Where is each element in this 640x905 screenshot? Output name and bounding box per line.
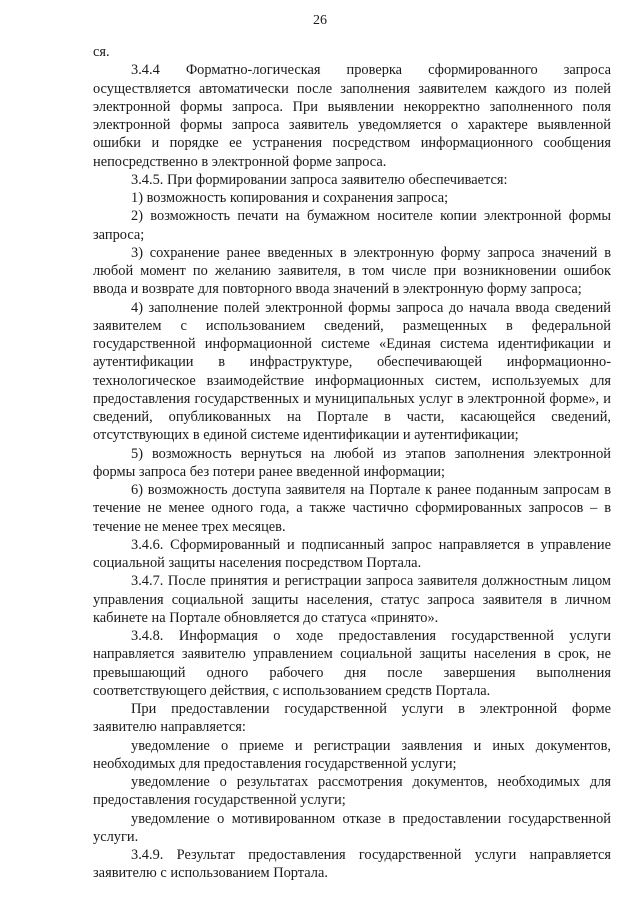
paragraph: 5) возможность вернуться на любой из этапов заполнения электронной формы запроса без потери ранее введенной информации; xyxy=(93,445,611,480)
paragraph: 3.4.7. После принятия и регистрации запроса заявителя должностным лицом управления социальной защиты населения, статус запроса заявителя в личном кабинете на Портале обновляется до статуса «принято». xyxy=(93,573,611,626)
paragraph: 4) заполнение полей электронной формы запроса до начала ввода сведений заявителем с использованием сведений, размещенных в федеральной государственной информационной системе «Единая система идентификации и аутентификации в инфраструктуре, обеспечивающей информационно-технологическое взаимодействие информационных систем, используемых для предоставления государственных и муниципальных услуг в электронной форме», и сведений, опубликованных на Портале в части, касающейся сведений, отсутствующих в единой системе идентификации и аутентификации; xyxy=(93,299,611,444)
paragraph: 3.4.4 Форматно-логическая проверка сформированного запроса осуществляется автоматически после заполнения заявителем каждого из полей электронной формы запроса. При выявлении некорректно заполненного поля электронной формы запроса заявитель уведомляется о характере выявленной ошибки и порядке ее устранения посредством информационного сообщения непосредственно в электронной форме запроса. xyxy=(93,62,611,170)
paragraph: 3.4.9. Результат предоставления государственной услуги направляется заявителю с использованием Портала. xyxy=(93,847,611,882)
document-body xyxy=(93,43,611,883)
paragraph: 3.4.5. При формировании запроса заявителю обеспечивается: xyxy=(131,171,508,188)
paragraph: ся. xyxy=(93,44,110,60)
paragraph: уведомление о результатах рассмотрения документов, необходимых для предоставления государственной услуги; xyxy=(93,774,611,809)
paragraph: 3.4.8. Информация о ходе предоставления государственной услуги направляется заявителю управлением социальной защиты населения в срок, не превышающий одного рабочего дня после завершения выполнения соответствующего действия, с использованием средств Портала. xyxy=(93,628,611,699)
paragraph: 3.4.6. Сформированный и подписанный запрос направляется в управление социальной защиты населения посредством Портала. xyxy=(93,536,611,571)
paragraph: уведомление о мотивированном отказе в предоставлении государственной услуги. xyxy=(93,810,611,845)
paragraph: При предоставлении государственной услуги в электронной форме заявителю направляется: xyxy=(93,701,611,736)
paragraph: 6) возможность доступа заявителя на Портале к ранее поданным запросам в течение не менее одного года, а также частично сформированных запросов – в течение не менее трех месяцев. xyxy=(93,482,611,535)
paragraph: 1) возможность копирования и сохранения запроса; xyxy=(131,190,449,206)
page-number: 26 xyxy=(313,13,327,28)
paragraph: 3) сохранение ранее введенных в электронную форму запроса значений в любой момент по желанию заявителя, в том числе при возникновении ошибок ввода и возврате для повторного ввода значений в электронную форму запроса; xyxy=(93,244,611,298)
paragraph: 2) возможность печати на бумажном носителе копии электронной формы запроса; xyxy=(93,208,611,243)
paragraph: уведомление о приеме и регистрации заявления и иных документов, необходимых для предоставления государственной услуги; xyxy=(93,737,611,772)
